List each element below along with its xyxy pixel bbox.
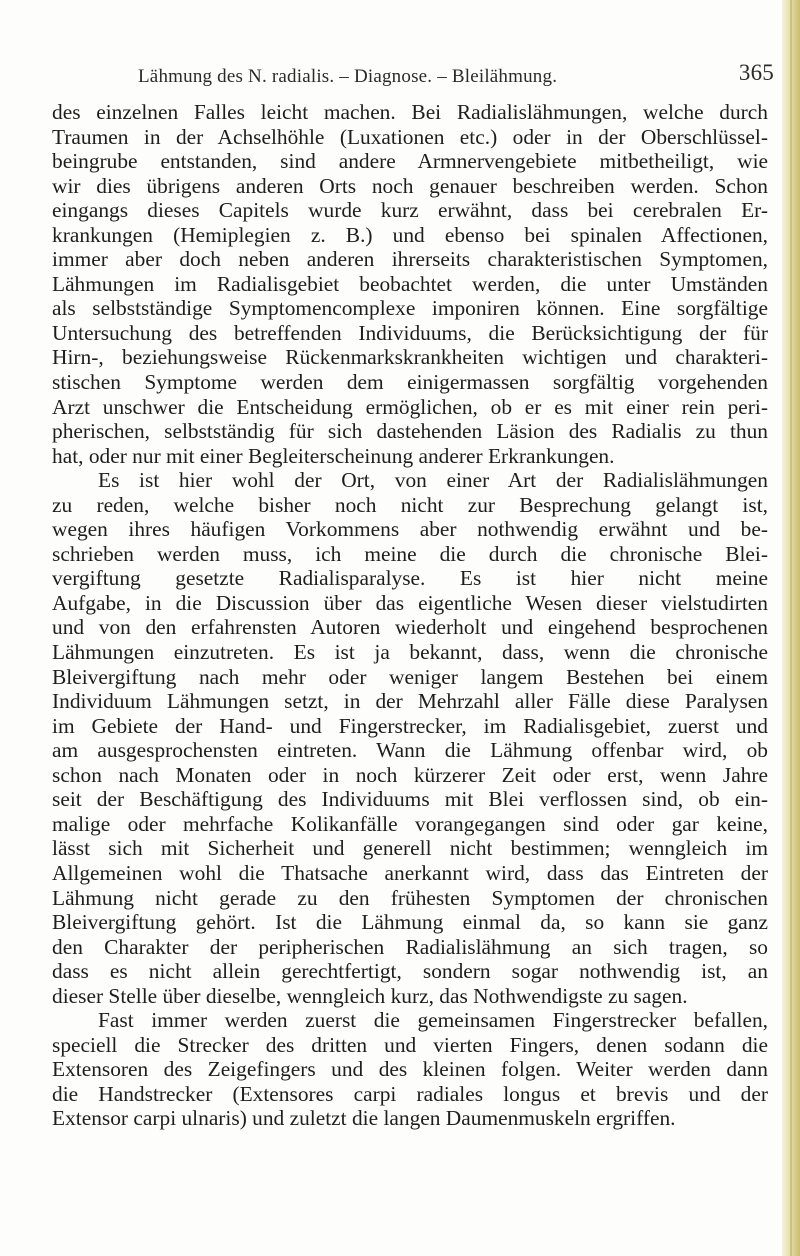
text-line: Lähmungen im Radialisgebiet beobachtet werden, die unter Umständen [52, 271, 768, 296]
text-line: die Handstrecker (Extensores carpi radiales longus et brevis und der [52, 1081, 768, 1106]
text-line: zu reden, welche bisher noch nicht zur Besprechung gelangt ist, [52, 492, 768, 517]
text-line: Extensor carpi ulnaris) und zuletzt die langen Daumenmuskeln ergriffen. [52, 1106, 676, 1131]
text-line: wegen ihres häufigen Vorkommens aber nothwendig erwähnt und be- [52, 517, 768, 542]
text-line: Hirn-, beziehungsweise Rückenmarkskrankheiten wichtigen und charakteri- [52, 345, 768, 370]
text-line: wir dies übrigens anderen Orts noch genauer beschreiben werden. Schon [52, 173, 768, 198]
text-line: den Charakter der peripherischen Radialislähmung an sich tragen, so [52, 934, 768, 959]
text-line: Untersuchung des betreffenden Individuums, die Berücksichtigung der für [52, 320, 768, 345]
text-line: Lähmung nicht gerade zu den frühesten Symptomen der chronischen [52, 885, 768, 910]
text-line: Individuum Lähmungen setzt, in der Mehrzahl aller Fälle diese Paralysen [52, 689, 768, 714]
running-head [138, 60, 774, 90]
text-line: Extensoren des Zeigefingers und des kleinen folgen. Weiter werden dann [52, 1057, 768, 1082]
text-line: dieser Stelle über dieselbe, wenngleich kurz, das Nothwendigste zu sagen. [52, 983, 688, 1008]
text-line: vergiftung gesetzte Radialisparalyse. Es ist hier nicht meine [52, 566, 768, 591]
text-line: Traumen in der Achselhöhle (Luxationen etc.) oder in der Oberschlüssel- [52, 124, 768, 149]
text-line: eingangs dieses Capitels wurde kurz erwähnt, dass bei cerebralen Er- [52, 198, 768, 223]
text-line: malige oder mehrfache Kolikanfälle vorangegangen sind oder gar keine, [52, 811, 768, 836]
page-number: 365 [738, 60, 774, 85]
running-head-title: Lähmung des N. radialis. – Diagnose. – Bleilähmung. [138, 66, 558, 87]
text-line: Arzt unschwer die Entscheidung ermöglichen, ob er es mit einer rein peri- [52, 394, 768, 419]
text-line: und von den erfahrensten Autoren wiederholt und eingehend besprochenen [52, 615, 768, 640]
text-line: Lähmungen einzutreten. Es ist ja bekannt, dass, wenn die chronische [52, 640, 768, 665]
text-line: Es ist hier wohl der Ort, von einer Art der Radialislähmungen [98, 468, 768, 493]
text-line: des einzelnen Falles leicht machen. Bei Radialislähmungen, welche durch [52, 100, 768, 124]
text-line: am ausgesprochensten eintreten. Wann die Lähmung offenbar wird, ob [52, 738, 768, 763]
text-line: seit der Beschäftigung des Individuums mit Blei verflossen sind, ob ein- [52, 787, 768, 812]
text-line: im Gebiete der Hand- und Fingerstrecker, im Radialisgebiet, zuerst und [52, 713, 768, 738]
text-line: krankungen (Hemiplegien z. B.) und ebenso bei spinalen Affectionen, [52, 222, 768, 247]
text-line: Aufgabe, in die Discussion über das eigentliche Wesen dieser vielstudirten [52, 590, 768, 615]
text-line: Allgemeinen wohl die Thatsache anerkannt wird, dass das Eintreten der [52, 860, 768, 885]
text-line: schrieben werden muss, ich meine die durch die chronische Blei- [52, 541, 768, 566]
body-text [52, 100, 768, 1131]
text-line: speciell die Strecker des dritten und vierten Fingers, denen sodann die [52, 1032, 768, 1057]
text-line: pherischen, selbstständig für sich dastehenden Läsion des Radialis zu thun [52, 419, 768, 444]
text-line: Bleivergiftung gehört. Ist die Lähmung einmal da, so kann sie ganz [52, 910, 768, 935]
text-line: hat, oder nur mit einer Begleiterscheinung anderer Erkrankungen. [52, 443, 615, 468]
text-line: immer aber doch neben anderen ihrerseits charakteristischen Symptomen, [52, 247, 768, 272]
page-edge [782, 0, 800, 1256]
text-line: beingrube entstanden, sind andere Armnervengebiete mitbetheiligt, wie [52, 149, 768, 174]
text-line: stischen Symptome werden dem einigermassen sorgfältig vorgehenden [52, 370, 768, 395]
text-line: lässt sich mit Sicherheit und generell nicht bestimmen; wenngleich im [52, 836, 768, 861]
text-line: schon nach Monaten oder in noch kürzerer Zeit oder erst, wenn Jahre [52, 762, 768, 787]
text-line: als selbstständige Symptomencomplexe imponiren können. Eine sorgfältige [52, 296, 768, 321]
text-line: Bleivergiftung nach mehr oder weniger langem Bestehen bei einem [52, 664, 768, 689]
text-line: Fast immer werden zuerst die gemeinsamen Fingerstrecker befallen, [98, 1008, 768, 1033]
text-line: dass es nicht allein gerechtfertigt, sondern sogar nothwendig ist, an [52, 959, 768, 984]
